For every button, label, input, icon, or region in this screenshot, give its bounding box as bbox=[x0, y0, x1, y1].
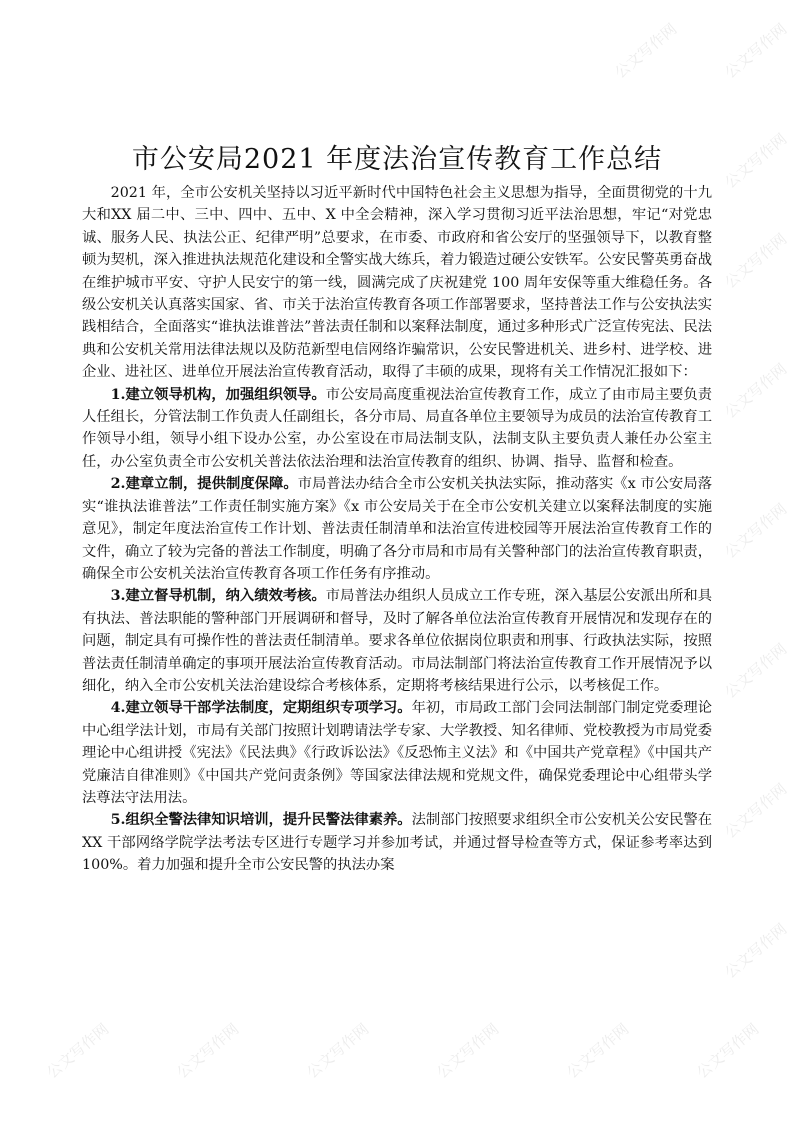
watermark-text: 公文写作网 bbox=[721, 499, 791, 562]
watermark-text: 公文写作网 bbox=[563, 1019, 633, 1082]
section-paragraph bbox=[82, 473, 712, 585]
document-page bbox=[82, 142, 712, 877]
document-title: 市公安局2021 年度法治宣传教育工作总结 bbox=[131, 144, 663, 175]
watermark-text: 公文写作网 bbox=[173, 1019, 243, 1082]
section-heading: 5.组织全警法律知识培训，提升民警法律素养。 bbox=[110, 812, 412, 829]
section-body: 市局普法办结合全市公安机关执法实际，推动落实《x 市公安局落实“谁执法谁普法”工作责任制实施方案》《x 市公安局关于在全市公安机关建立以案释法制度的实施意见》，制定年度法治宣传工作计划、普法责任制清单和法治宣传进校园等开展法治宣传教育工作的文件，确立了较为完备的普法工作制度，明确了各分市局和市局有关警种部门的法治宣传教育职责，确保全市公安机关法治宣传教育各项工作任务有序推动。 bbox=[82, 476, 712, 582]
section-heading: 1.建立领导机构，加强组织领导。 bbox=[110, 386, 326, 403]
section-paragraph bbox=[82, 384, 712, 474]
watermark-text: 公文写作网 bbox=[721, 129, 791, 192]
section-body: 法制部门按照要求组织全市公安机关公安民警在 XX 干部网络学院学法考法专区进行专题学习并参加考试，并通过督导检查等方式，保证参考率达到 100%。着力加强和提升全市公安民警的执法办案 bbox=[82, 812, 712, 874]
watermark-text: 公文写作网 bbox=[303, 1019, 373, 1082]
section-heading: 4.建立领导干部学法制度，定期组织专项学习。 bbox=[110, 700, 412, 717]
section-body: 年初，市局政工部门会同法制部门制定党委理论中心组学法计划，市局有关部门按照计划聘请法学专家、大学教授、知名律师、党校教授为市局党委理论中心组讲授《宪法》《民法典》《行政诉讼法》《反恐怖主义法》和《中国共产党章程》《中国共产党廉洁自律准则》《中国共产党问责条例》等国家法律法规和党规文件，确保党委理论中心组带头学法尊法守法用法。 bbox=[82, 700, 712, 806]
watermark-text: 公文写作网 bbox=[721, 639, 791, 702]
section-heading: 3.建立督导机制，纳入绩效考核。 bbox=[110, 588, 326, 605]
watermark-text: 公文写作网 bbox=[721, 229, 791, 292]
section-paragraph bbox=[82, 697, 712, 809]
section-body: 市局普法办组织人员成立工作专班，深入基层公安派出所和具有执法、普法职能的警种部门开展调研和督导，及时了解各单位法治宣传教育开展情况和发现存在的问题，制定具有可操作性的普法责任制清单。要求各单位依据岗位职责和刑事、行政执法实际，按照普法责任制清单确定的事项开展法治宣传教育活动。市局法制部门将法治宣传教育工作开展情况予以细化，纳入全市公安机关法治建设综合考核体系，定期将考核结果进行公示，以考核促工作。 bbox=[82, 588, 712, 694]
section-body: 市公安局高度重视法治宣传教育工作，成立了由市局主要负责人任组长，分管法制工作负责人任副组长，各分市局、局直各单位主要领导为成员的法治宣传教育工作领导小组，领导小组下设办公室，办公室设在市局法制支队，法制支队主要负责人兼任办公室主任，办公室负责全市公安机关普法依法治理和法治宣传教育的组织、协调、指导、监督和检查。 bbox=[82, 386, 712, 470]
watermark-text: 公文写作网 bbox=[611, 19, 681, 82]
intro-paragraph: 2021 年，全市公安机关坚持以习近平新时代中国特色社会主义思想为指导，全面贯彻党的十九大和XX 届二中、三中、四中、五中、X 中全会精神，深入学习贯彻习近平法治思想，牢记“对党忠诚、服务人民、执法公正、纪律严明”总要求，在市委、市政府和省公安厅的坚强领导下，以教育整顿为契机，深入推进执法规范化建设和全警实战大练兵，着力锻造过硬公安铁军。公安民警英勇奋战在维护城市平安、守护人民安宁的第一线，圆满完成了庆祝建党 100 周年安保等重大维稳任务。各级公安机关认真落实国家、省、市关于法治宣传教育各项工作部署要求，坚持普法工作与公安执法实践相结合，全面落实“谁执法谁普法”普法责任制和以案释法制度，通过多种形式广泛宣传宪法、民法典和公安机关常用法律法规以及防范新型电信网络诈骗常识，公安民警进机关、进乡村、进学校、进企业、进社区、进单位开展法治宣传教育活动，取得了丰硕的成果，现将有关工作情况汇报如下： bbox=[82, 185, 712, 381]
watermark-text: 公文写作网 bbox=[693, 1019, 763, 1082]
section-paragraph bbox=[82, 809, 712, 876]
watermark-text: 公文写作网 bbox=[721, 779, 791, 842]
section-paragraph bbox=[82, 585, 712, 697]
watermark-text: 公文写作网 bbox=[721, 19, 791, 82]
section-heading: 2.建章立制，提供制度保障。 bbox=[110, 476, 298, 493]
watermark-text: 公文写作网 bbox=[721, 359, 791, 422]
watermark-text: 公文写作网 bbox=[721, 919, 791, 982]
watermark-text: 公文写作网 bbox=[433, 1019, 503, 1082]
watermark-text: 公文写作网 bbox=[43, 1019, 113, 1082]
